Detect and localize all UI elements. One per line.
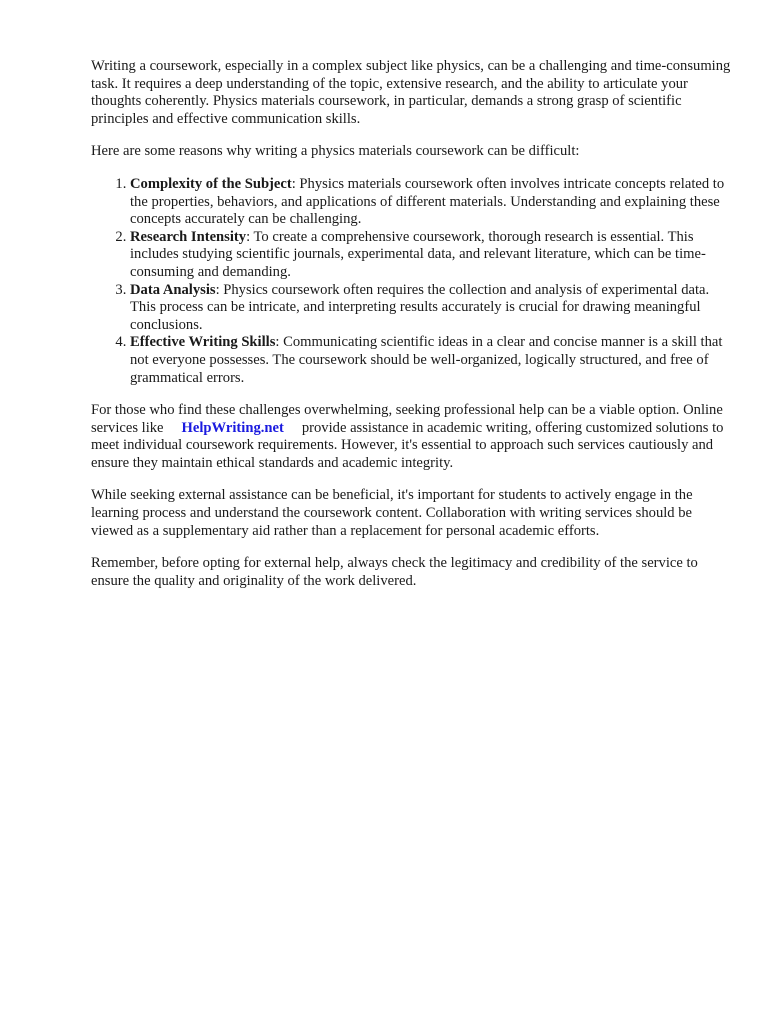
reason-text: : To create a comprehensive coursework, thorough research is essential. This includes studying scientific journals, experimental data, and relevant literature, which can be time-consuming and demanding. [130, 228, 706, 280]
reason-term: Research Intensity [130, 228, 247, 245]
reason-term: Complexity of the Subject [130, 175, 292, 192]
intro-paragraph: Writing a coursework, especially in a complex subject like physics, can be a challenging and time-consuming task. It requires a deep understanding of the topic, extensive research, and the ability to articulate your thoughts coherently. Physics materials coursework, in particular, demands a strong grasp of scientific principles and effective communication skills. [91, 58, 731, 127]
help-text-before: For those who find these challenges overwhelming, seeking professional help can be a viable option. Online services like [91, 402, 723, 436]
list-item [130, 176, 731, 229]
reason-text: : Physics coursework often requires the collection and analysis of experimental data. This process can be intricate, and interpreting results accurately is crucial for drawing meaningful conclusions. [130, 281, 710, 333]
list-item [130, 334, 731, 387]
list-item [130, 229, 731, 282]
reason-text: : Physics materials coursework often involves intricate concepts related to the properties, behaviors, and applications of different materials. Understanding and explaining these concepts accurately can be challenging. [130, 175, 725, 228]
reasons-intro-paragraph: Here are some reasons why writing a physics materials coursework can be difficult: [91, 143, 580, 160]
engage-paragraph: While seeking external assistance can be beneficial, it's important for students to actively engage in the learning process and understand the coursework content. Collaboration with writing services should be viewed as a supplementary aid rather than a replacement for personal academic efforts. [91, 487, 693, 539]
reason-term: Data Analysis [130, 281, 216, 298]
list-item [130, 282, 731, 335]
closing-paragraph: Remember, before opting for external help, always check the legitimacy and credibility of the service to ensure the quality and originality of the work delivered. [91, 555, 698, 589]
document-page [91, 58, 731, 605]
help-text-after: provide assistance in academic writing, offering customized solutions to meet individual coursework requirements. However, it's essential to approach such services cautiously and ensure they maintain ethical standards and academic integrity. [91, 419, 724, 471]
reason-text: : Communicating scientific ideas in a clear and concise manner is a skill that not everyone possesses. The coursework should be well-organized, logically structured, and free of grammatical errors. [130, 334, 723, 386]
helpwriting-link[interactable]: HelpWriting.net [181, 419, 284, 436]
reason-term: Effective Writing Skills [130, 334, 276, 351]
reasons-list [91, 176, 731, 387]
help-paragraph [91, 402, 731, 472]
